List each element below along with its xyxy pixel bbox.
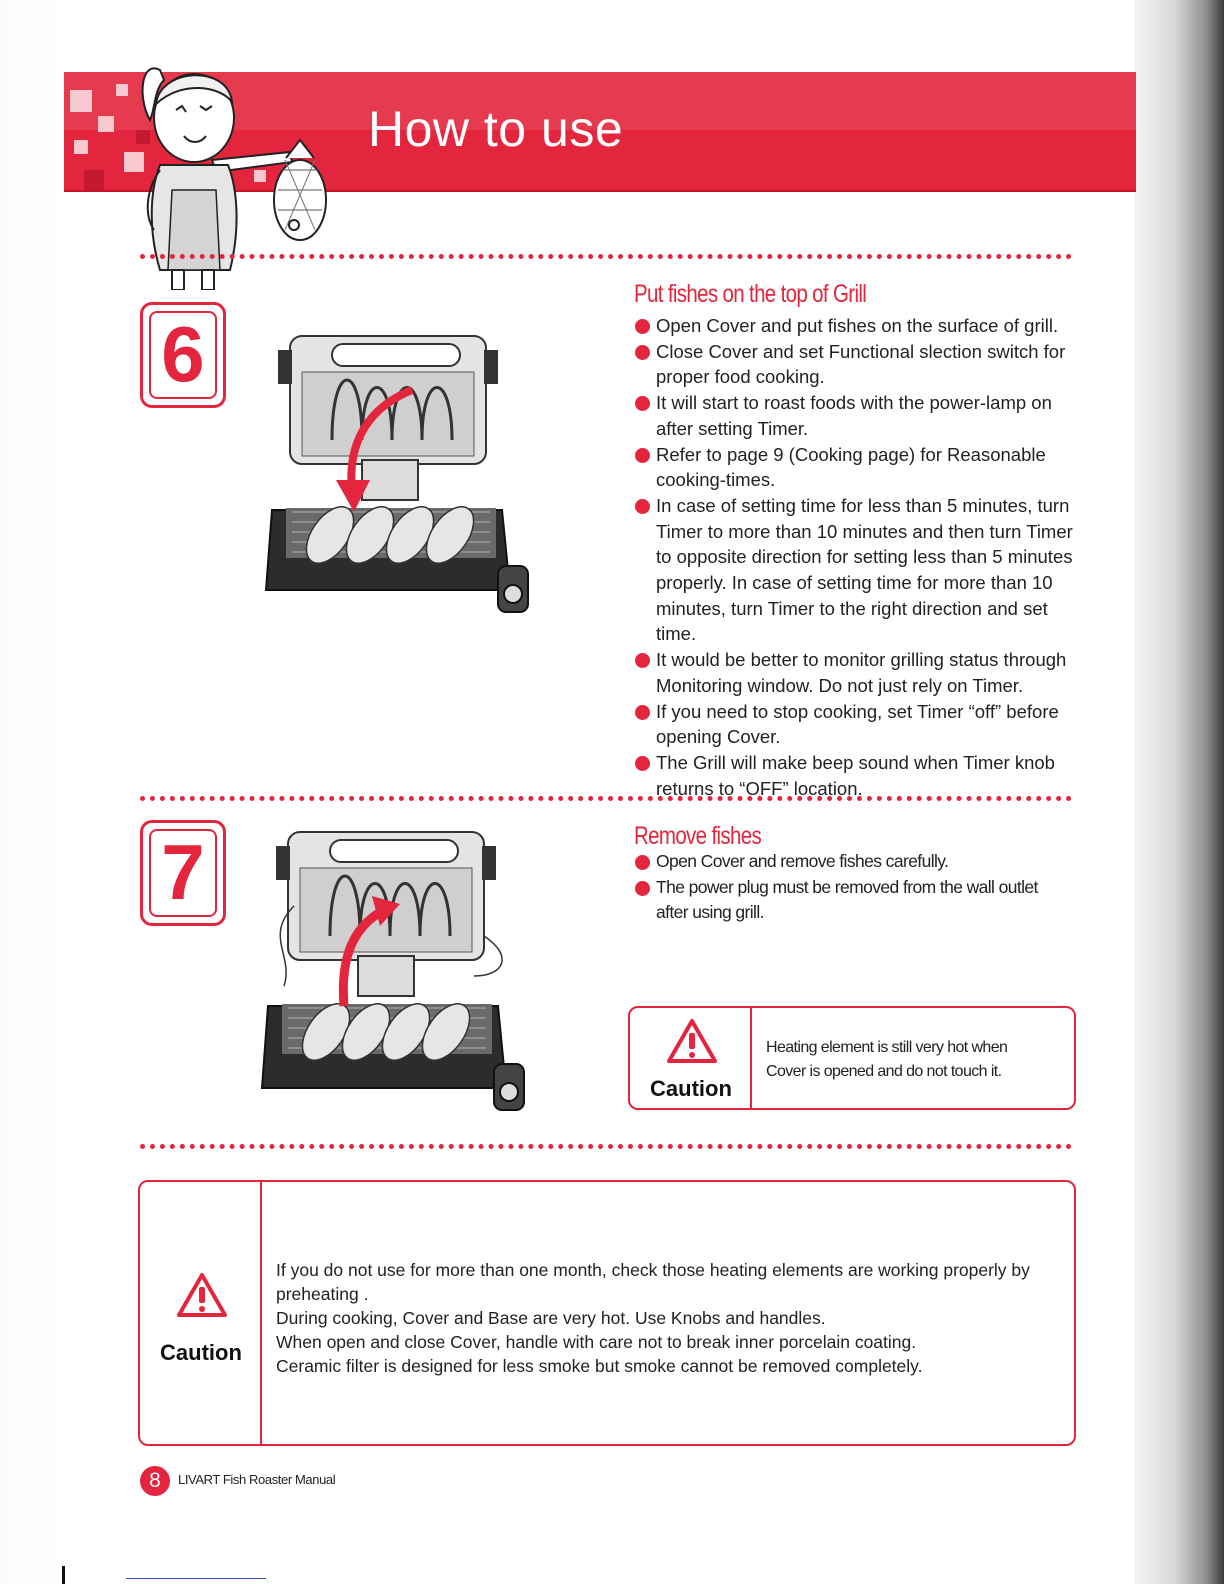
page-binding-shadow bbox=[1134, 0, 1224, 1584]
chef-mascot-illustration bbox=[120, 40, 330, 290]
crop-mark bbox=[62, 1566, 65, 1584]
caution-label: Caution bbox=[160, 1340, 242, 1365]
step-7-heading: Remove fishes bbox=[634, 822, 762, 850]
step-6-instructions bbox=[634, 313, 1092, 801]
warning-triangle-icon bbox=[176, 1272, 228, 1318]
step-7-caution-box bbox=[628, 1006, 1076, 1110]
footer-text: LIVART Fish Roaster Manual bbox=[178, 1472, 336, 1487]
general-caution-box bbox=[138, 1180, 1076, 1446]
list-item: Open Cover and remove fishes carefully. bbox=[634, 849, 1054, 875]
list-item: The Grill will make beep sound when Timer knob returns to “OFF” location. bbox=[634, 750, 1092, 801]
page-title: How to use bbox=[368, 101, 624, 157]
step-7-badge bbox=[140, 820, 226, 926]
list-item: It would be better to monitor grilling status through Monitoring window. Do not just rely on Timer. bbox=[634, 647, 1092, 698]
list-item: If you need to stop cooking, set Timer “off” before opening Cover. bbox=[634, 699, 1092, 750]
step-6-heading: Put fishes on the top of Grill bbox=[634, 280, 867, 308]
step-number: 7 bbox=[161, 828, 205, 916]
caution-text-block bbox=[276, 1258, 1036, 1378]
list-item: Refer to page 9 (Cooking page) for Reasonable cooking-times. bbox=[634, 442, 1092, 493]
caution-label: Caution bbox=[650, 1076, 732, 1101]
grill-remove-fish-illustration bbox=[254, 826, 534, 1118]
warning-triangle-icon bbox=[666, 1018, 718, 1064]
list-item: It will start to roast foods with the power-lamp on after setting Timer. bbox=[634, 390, 1092, 441]
caution-line: Ceramic filter is designed for less smoke but smoke cannot be removed completely. bbox=[276, 1356, 923, 1376]
caution-line: During cooking, Cover and Base are very hot. Use Knobs and handles. bbox=[276, 1308, 826, 1328]
section-divider bbox=[140, 1144, 1072, 1149]
grill-open-cover-illustration bbox=[262, 330, 534, 620]
step-6-badge bbox=[140, 302, 226, 408]
caution-line: If you do not use for more than one month, check those heating elements are working properly by preheating . bbox=[276, 1260, 1030, 1304]
list-item: Close Cover and set Functional slection switch for proper food cooking. bbox=[634, 339, 1092, 390]
list-item: The power plug must be removed from the wall outlet after using grill. bbox=[634, 875, 1054, 926]
caution-line: When open and close Cover, handle with care not to break inner porcelain coating. bbox=[276, 1332, 917, 1352]
footer-underline bbox=[126, 1578, 266, 1579]
page-number: 8 bbox=[140, 1466, 170, 1496]
list-item: In case of setting time for less than 5 minutes, turn Timer to more than 10 minutes and then turn Timer to opposite direction for setting less than 5 minutes properly. In case of setting time for more than 10 minutes, turn Timer to the right direction and set time. bbox=[634, 493, 1092, 647]
list-item: Open Cover and put fishes on the surface of grill. bbox=[634, 313, 1092, 339]
caution-text: Heating element is still very hot when Cover is opened and do not touch it. bbox=[766, 1039, 1008, 1080]
step-number: 6 bbox=[161, 310, 205, 398]
page-left-margin bbox=[0, 0, 64, 1584]
section-divider bbox=[140, 254, 1072, 259]
step-7-instructions bbox=[634, 849, 1054, 926]
